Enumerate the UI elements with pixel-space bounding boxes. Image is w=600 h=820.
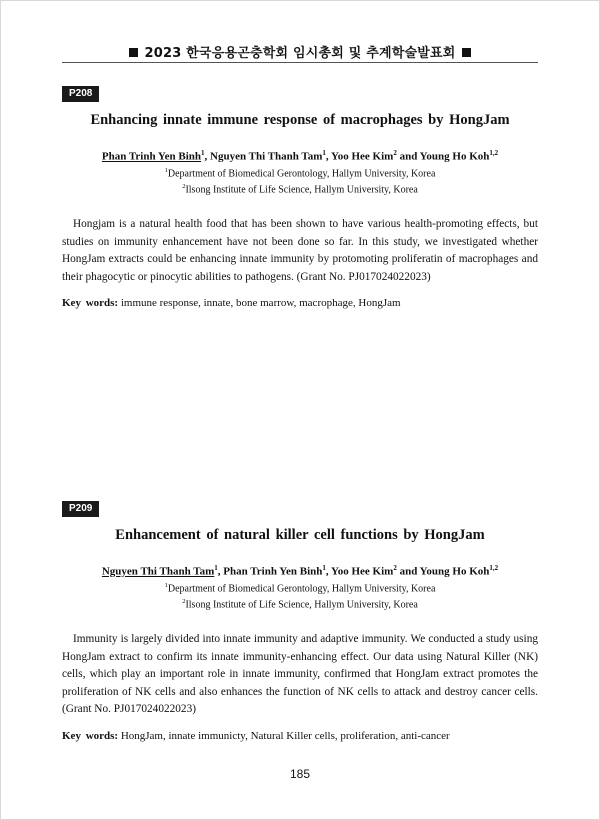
affiliation bbox=[62, 164, 538, 180]
affiliation-text: Ilsong Institute of Life Science, Hallym University, Korea bbox=[185, 599, 418, 611]
author-affiliation-mark: 1 bbox=[201, 149, 205, 157]
keywords-label: Key words: bbox=[62, 297, 119, 310]
author-affiliation-mark: 2 bbox=[393, 149, 397, 157]
black-square-icon bbox=[129, 48, 138, 57]
author-name: Nguyen Thi Thanh Tam bbox=[210, 150, 323, 163]
abstract-body: Hongjam is a natural health food that has been shown to have various health-promoting effects, but studies on immunity enhancement have not been done so far. In this study, we investigated whether HongJam extracts could be enhancing innate immunity by protomoting proliferatin of macrophages and their phagocytic or pinocytic abilities to pathogens. (Grant No. PJ017024022023) bbox=[62, 218, 538, 283]
author-name: Yoo Hee Kim bbox=[331, 565, 394, 578]
affiliation-text: Ilsong Institute of Life Science, Hallym University, Korea bbox=[185, 184, 418, 196]
author-name: Phan Trinh Yen Binh bbox=[101, 150, 202, 163]
author-separator: , bbox=[325, 150, 332, 163]
affiliation-mark: 2 bbox=[182, 597, 186, 605]
author-name: Nguyen Thi Thanh Tam bbox=[101, 565, 215, 578]
affiliation-mark: 1 bbox=[164, 166, 168, 174]
author-name: Phan Trinh Yen Binh bbox=[223, 565, 323, 578]
affiliation-text: Department of Biomedical Gerontology, Hallym University, Korea bbox=[167, 582, 436, 594]
author-affiliation-mark: 1,2 bbox=[489, 149, 499, 157]
keywords-text: HongJam, innate immunicty, Natural Killer cells, proliferation, anti-cancer bbox=[120, 729, 450, 742]
author-separator: , bbox=[325, 565, 332, 578]
author-affiliation-mark: 1 bbox=[214, 564, 218, 572]
author-affiliation-mark: 1 bbox=[322, 564, 326, 572]
affiliation bbox=[62, 595, 538, 611]
affiliation bbox=[62, 579, 538, 595]
abstract-p208 bbox=[62, 83, 538, 311]
presenting-author bbox=[102, 566, 214, 578]
page-number: 185 bbox=[289, 767, 311, 781]
affiliation-text: Department of Biomedical Gerontology, Hallym University, Korea bbox=[167, 167, 436, 179]
keywords-text: immune response, innate, bone marrow, macrophage, HongJam bbox=[120, 297, 401, 310]
abstract-body: Immunity is largely divided into innate immunity and adaptive immunity. We conducted a study using HongJam extract to confirm its innate immunity-enhancing effect. Our data using Natural Killer (NK) cells, which play an important role in innate immunity, confirmed that HongJam extract promotes the proliferation of NK cells and also enhances the function of NK cells to attack and destroy cancer cells. (Grant No. PJ017024022023) bbox=[62, 633, 538, 716]
header-text: 2023 한국응용곤충학회 임시총회 및 추계학술발표회 bbox=[144, 46, 456, 61]
affiliation bbox=[62, 180, 538, 196]
author-list bbox=[62, 564, 538, 578]
abstract-id-badge: P208 bbox=[62, 86, 99, 102]
keywords-label: Key words: bbox=[62, 729, 119, 742]
affiliation-mark: 2 bbox=[182, 182, 186, 190]
author-separator: , bbox=[204, 150, 211, 163]
author-name: Young Ho Koh bbox=[419, 150, 490, 163]
author-name: Yoo Hee Kim bbox=[331, 150, 394, 163]
presenting-author bbox=[102, 151, 201, 163]
keywords-line bbox=[62, 729, 538, 744]
author-list bbox=[62, 149, 538, 163]
author-name: Young Ho Koh bbox=[419, 565, 490, 578]
author-affiliation-mark: 1,2 bbox=[489, 564, 499, 572]
author-separator: and bbox=[396, 150, 420, 163]
affiliation-mark: 1 bbox=[164, 581, 168, 589]
abstract-p209 bbox=[62, 498, 538, 744]
author-affiliation-mark: 1 bbox=[322, 149, 326, 157]
abstract-id-badge: P209 bbox=[62, 501, 99, 517]
running-header bbox=[62, 42, 538, 61]
author-affiliation-mark: 2 bbox=[393, 564, 397, 572]
author-separator: and bbox=[396, 565, 420, 578]
abstract-title: Enhancing innate immune response of macrophages by HongJam bbox=[90, 112, 510, 128]
author-separator: , bbox=[217, 565, 224, 578]
header-rule bbox=[62, 62, 538, 63]
black-square-icon bbox=[462, 48, 471, 57]
abstract-title: Enhancement of natural killer cell functions by HongJam bbox=[115, 527, 485, 543]
keywords-line bbox=[62, 296, 538, 311]
